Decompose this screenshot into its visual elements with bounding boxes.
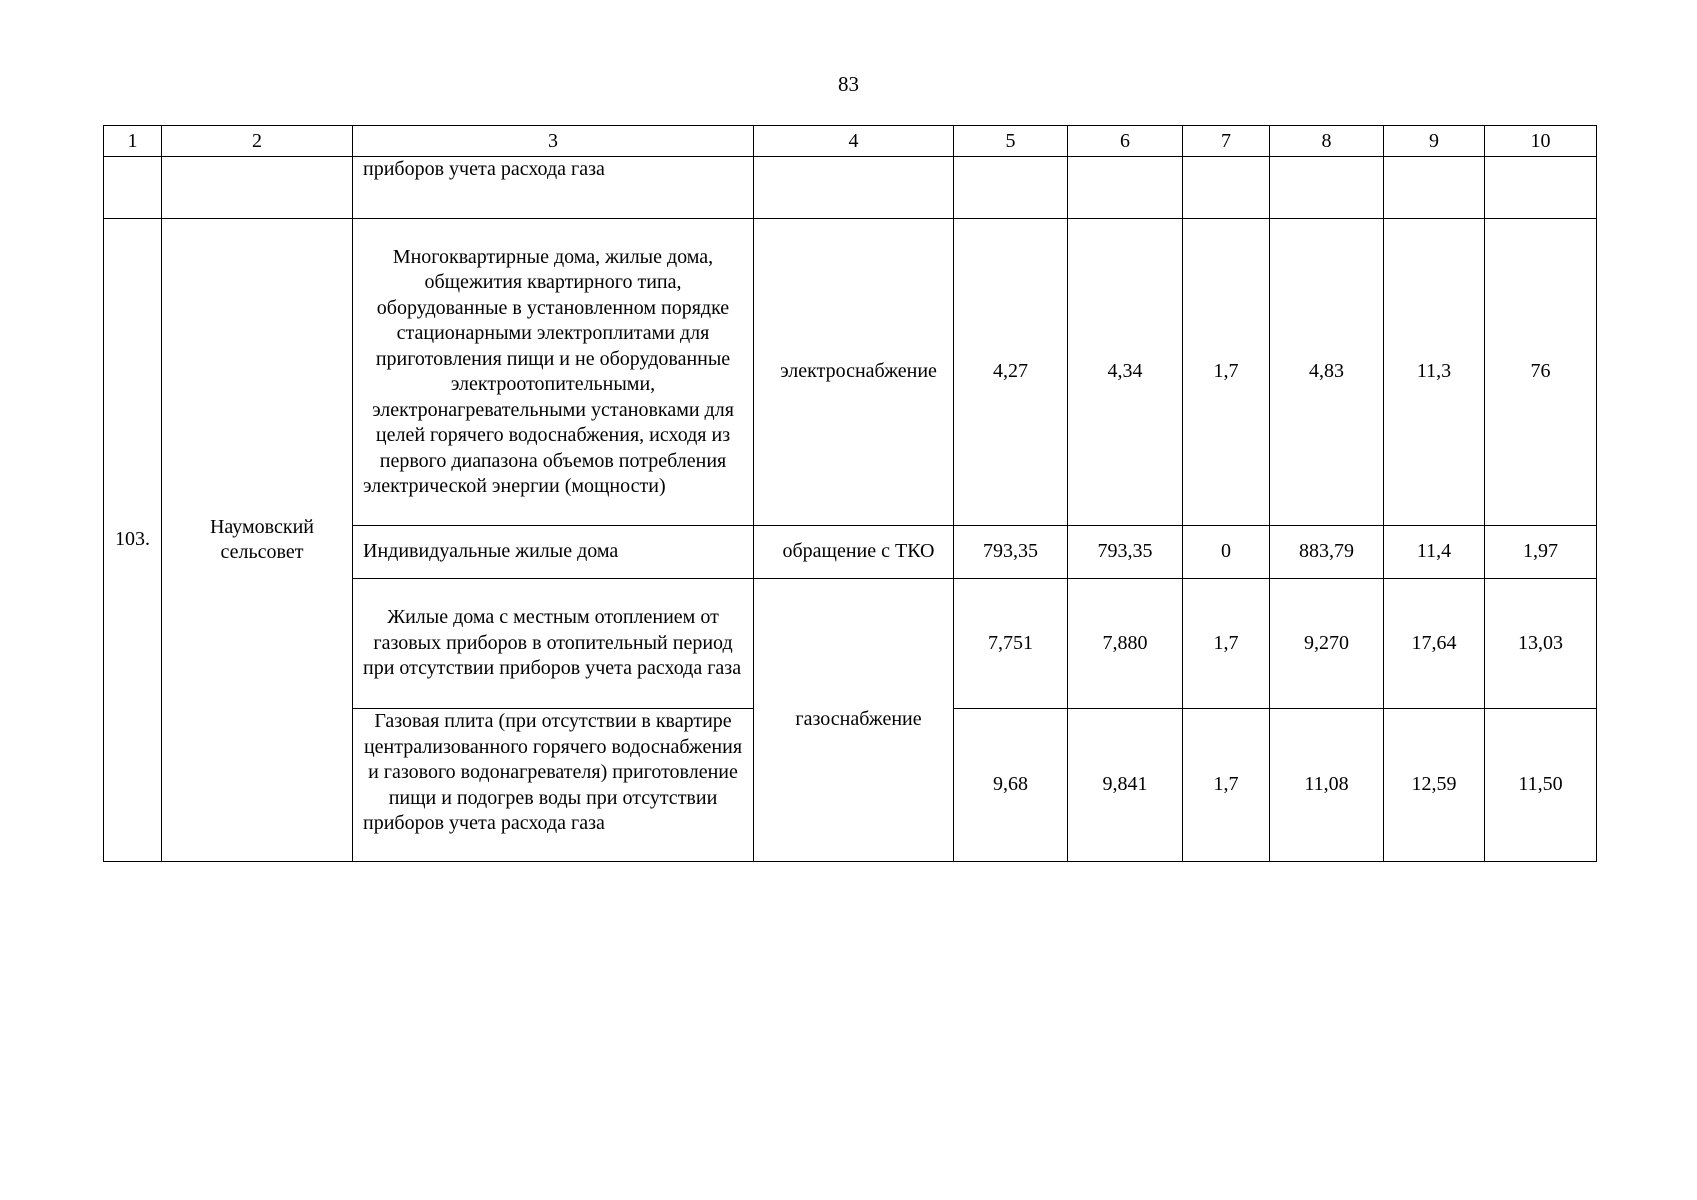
category-description: Газовая плита (при отсутствии в квартире централизованного горячего водоснабжения и газового водонагревателя) приготовление пищи и подогрев воды при отсутствии приборов учета расхода газа bbox=[353, 709, 754, 862]
page-number: 83 bbox=[838, 72, 859, 96]
value-col6: 4,34 bbox=[1068, 219, 1183, 526]
utility-service: обращение с ТКО bbox=[754, 526, 954, 579]
column-header: 2 bbox=[162, 126, 353, 157]
category-description: Многоквартирные дома, жилые дома, общежития квартирного типа, оборудованные в установленном порядке стационарными электроплитами для приготовления пищи и не оборудованные электроотопительными, электронагревательными установками для целей горячего водоснабжения, исходя из первого диапазона объемов потребления электрической энергии (мощности) bbox=[353, 219, 754, 526]
column-header: 6 bbox=[1068, 126, 1183, 157]
value-col7: 0 bbox=[1183, 526, 1270, 579]
column-header: 5 bbox=[954, 126, 1068, 157]
column-number-row bbox=[104, 126, 1597, 157]
value-col7: 1,7 bbox=[1183, 219, 1270, 526]
value-col10: 1,97 bbox=[1485, 526, 1597, 579]
table-cell bbox=[1068, 157, 1183, 219]
table-cell bbox=[1384, 157, 1485, 219]
entry-number: 103. bbox=[104, 219, 162, 862]
column-header: 4 bbox=[754, 126, 954, 157]
value-col7: 1,7 bbox=[1183, 579, 1270, 709]
table-row-continuation bbox=[104, 157, 1597, 219]
table-cell bbox=[754, 157, 954, 219]
table-cell bbox=[162, 157, 353, 219]
tariff-table bbox=[103, 125, 1597, 862]
table-cell bbox=[1183, 157, 1270, 219]
column-header: 9 bbox=[1384, 126, 1485, 157]
table-row bbox=[104, 219, 1597, 526]
value-col5: 7,751 bbox=[954, 579, 1068, 709]
utility-service: газоснабжение bbox=[754, 579, 954, 862]
value-col5: 793,35 bbox=[954, 526, 1068, 579]
value-col5: 9,68 bbox=[954, 709, 1068, 862]
value-col9: 11,3 bbox=[1384, 219, 1485, 526]
column-header: 10 bbox=[1485, 126, 1597, 157]
municipality-name: Наумовский сельсовет bbox=[162, 219, 353, 862]
value-col9: 12,59 bbox=[1384, 709, 1485, 862]
value-col9: 17,64 bbox=[1384, 579, 1485, 709]
utility-service: электроснабжение bbox=[754, 219, 954, 526]
value-col8: 9,270 bbox=[1270, 579, 1384, 709]
value-col5: 4,27 bbox=[954, 219, 1068, 526]
value-col10: 13,03 bbox=[1485, 579, 1597, 709]
value-col8: 883,79 bbox=[1270, 526, 1384, 579]
column-header: 8 bbox=[1270, 126, 1384, 157]
value-col10: 11,50 bbox=[1485, 709, 1597, 862]
column-header: 3 bbox=[353, 126, 754, 157]
category-description: Жилые дома с местным отоплением от газовых приборов в отопительный период при отсутствии приборов учета расхода газа bbox=[353, 579, 754, 709]
table-cell bbox=[954, 157, 1068, 219]
value-col6: 9,841 bbox=[1068, 709, 1183, 862]
value-col10: 76 bbox=[1485, 219, 1597, 526]
value-col7: 1,7 bbox=[1183, 709, 1270, 862]
column-header: 1 bbox=[104, 126, 162, 157]
value-col6: 793,35 bbox=[1068, 526, 1183, 579]
category-description: приборов учета расхода газа bbox=[353, 157, 754, 219]
category-description: Индивидуальные жилые дома bbox=[353, 526, 754, 579]
value-col8: 4,83 bbox=[1270, 219, 1384, 526]
table-cell bbox=[104, 157, 162, 219]
value-col9: 11,4 bbox=[1384, 526, 1485, 579]
table-cell bbox=[1485, 157, 1597, 219]
value-col8: 11,08 bbox=[1270, 709, 1384, 862]
column-header: 7 bbox=[1183, 126, 1270, 157]
value-col6: 7,880 bbox=[1068, 579, 1183, 709]
table-cell bbox=[1270, 157, 1384, 219]
